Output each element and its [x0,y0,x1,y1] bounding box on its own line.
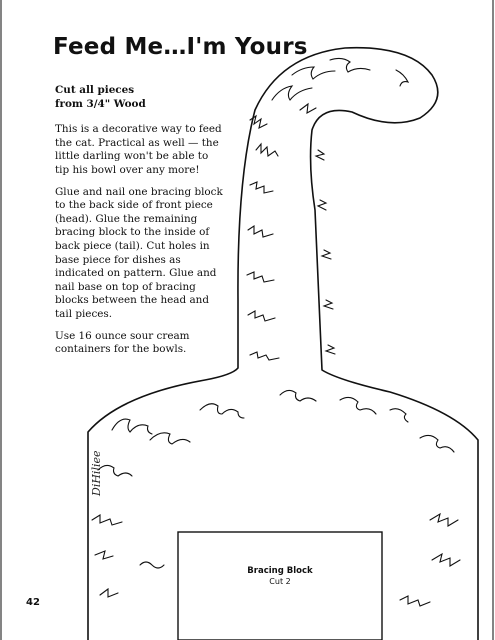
instruction-paragraph: This is a decorative way to feed the cat. Practical as well — the little darling won't be able to tip his bowl over any more! [55,123,222,176]
instruction-paragraph: Glue and nail one bracing block to the back side of front piece (head). Glue the remaining bracing block to the inside of back piece (tail). Cut holes in base piece for dishes as indicated on pattern. Glue and nail base on top of bracing blocks between the head and tail pieces. [55,185,223,320]
bracing-block-outline [178,532,382,640]
subtitle-line-1: Cut all pieces [55,84,135,96]
page-title: Feed Me…I'm Yours [53,34,308,60]
artist-signature: DiHiliee [90,450,103,496]
subtitle-line-2: from 3/4" Wood [55,97,146,110]
instruction-paragraph: Use 16 ounce sour cream containers for the bowls. [55,329,190,356]
fur-stripes-tail [247,58,408,360]
bracing-block-cut-count: Cut 2 [269,577,291,586]
page-number: 42 [26,597,40,608]
bracing-block-label: Bracing Block [247,566,313,576]
instructions-subtitle [55,84,225,111]
instructions [55,84,225,365]
